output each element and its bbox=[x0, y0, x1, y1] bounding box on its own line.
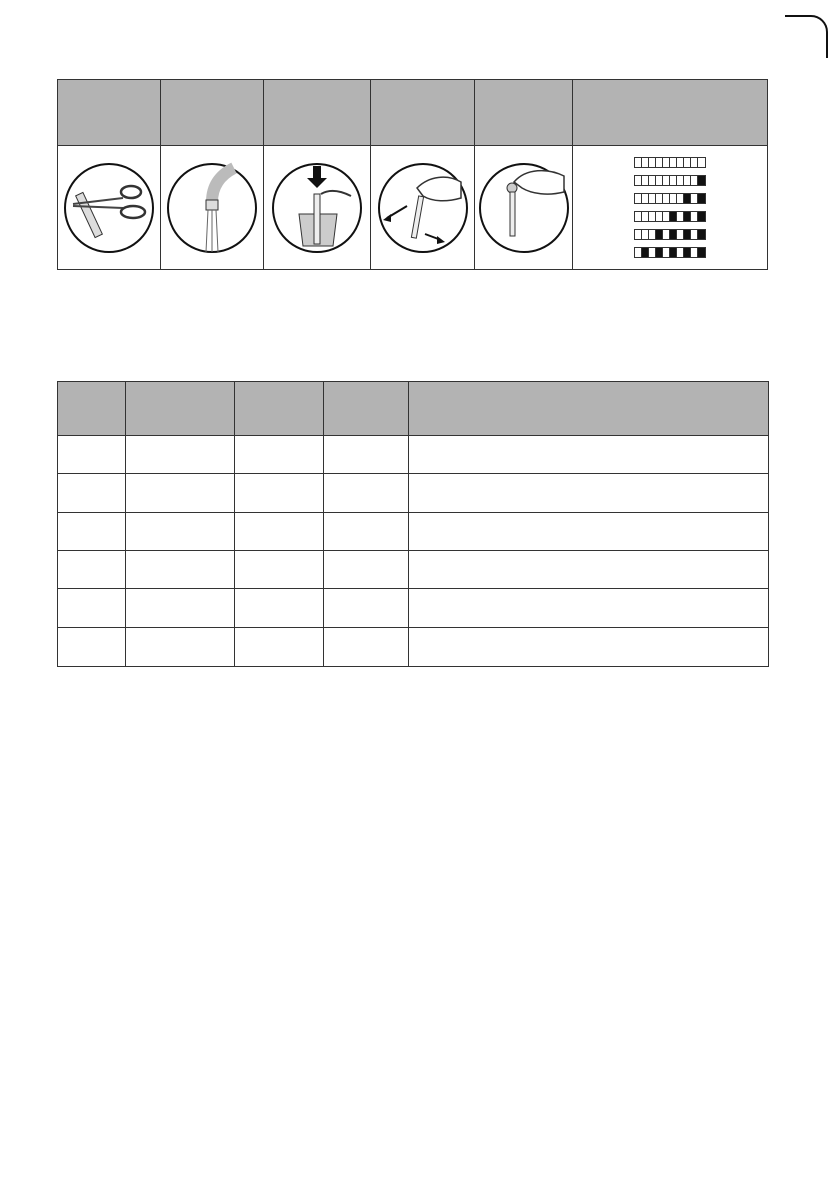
results-cell bbox=[409, 513, 768, 551]
step-cell-6 bbox=[573, 146, 767, 269]
results-header-cell bbox=[235, 382, 324, 436]
color-scale-square bbox=[677, 212, 684, 221]
results-cell bbox=[235, 436, 324, 474]
color-scale-square bbox=[684, 194, 691, 203]
results-cell bbox=[58, 474, 126, 512]
results-header-cell bbox=[409, 382, 768, 436]
color-scale-square bbox=[663, 212, 670, 221]
color-scale-square bbox=[649, 248, 656, 257]
color-scale-square bbox=[691, 230, 698, 239]
page-corner-mark bbox=[785, 14, 829, 58]
color-scale-square bbox=[698, 230, 705, 239]
color-scale-square bbox=[670, 230, 677, 239]
results-cell bbox=[324, 589, 409, 627]
results-cell bbox=[58, 513, 126, 551]
color-scale-square bbox=[663, 194, 670, 203]
results-cell bbox=[235, 589, 324, 627]
color-scale-row bbox=[634, 211, 706, 222]
color-scale-square bbox=[698, 212, 705, 221]
results-cell bbox=[58, 551, 126, 589]
results-cell bbox=[235, 551, 324, 589]
results-cell bbox=[324, 474, 409, 512]
results-cell bbox=[235, 513, 324, 551]
color-scale-square bbox=[642, 248, 649, 257]
results-cell bbox=[324, 436, 409, 474]
results-cell bbox=[235, 474, 324, 512]
step-header-4 bbox=[371, 80, 475, 146]
color-scale-square bbox=[649, 176, 656, 185]
results-cell bbox=[58, 436, 126, 474]
color-scale-square bbox=[656, 248, 663, 257]
color-scale-square bbox=[642, 176, 649, 185]
color-scale-square bbox=[649, 158, 656, 167]
color-scale-row bbox=[634, 229, 706, 240]
color-scale-square bbox=[691, 212, 698, 221]
color-scale-square bbox=[677, 176, 684, 185]
color-scale-square bbox=[656, 194, 663, 203]
color-scale-row bbox=[634, 193, 706, 204]
color-scale-square bbox=[649, 230, 656, 239]
color-scale-icon bbox=[634, 157, 706, 258]
results-cell bbox=[58, 628, 126, 666]
step-cell-4 bbox=[371, 146, 475, 269]
color-scale-square bbox=[635, 194, 642, 203]
color-scale-square bbox=[691, 176, 698, 185]
step-header-2 bbox=[161, 80, 264, 146]
color-scale-square bbox=[670, 176, 677, 185]
results-table bbox=[57, 381, 769, 667]
color-scale-square bbox=[684, 212, 691, 221]
results-cell bbox=[324, 628, 409, 666]
results-cell bbox=[409, 436, 768, 474]
results-cell bbox=[126, 513, 235, 551]
color-scale-square bbox=[642, 194, 649, 203]
color-scale-square bbox=[691, 248, 698, 257]
shake-strip-icon bbox=[377, 162, 469, 254]
color-scale-square bbox=[677, 248, 684, 257]
step-cell-5 bbox=[475, 146, 573, 269]
results-cell bbox=[126, 589, 235, 627]
color-scale-square bbox=[656, 176, 663, 185]
color-scale-square bbox=[663, 158, 670, 167]
step-cell-3 bbox=[264, 146, 371, 269]
results-header-cell bbox=[126, 382, 235, 436]
color-scale-square bbox=[656, 158, 663, 167]
results-cell bbox=[235, 628, 324, 666]
color-scale-square bbox=[635, 248, 642, 257]
results-cell bbox=[324, 551, 409, 589]
results-cell bbox=[409, 551, 768, 589]
results-header-cell bbox=[324, 382, 409, 436]
color-scale-square bbox=[656, 212, 663, 221]
results-cell bbox=[409, 589, 768, 627]
color-scale-square bbox=[635, 212, 642, 221]
scissors-strip-icon bbox=[63, 162, 155, 254]
color-scale-row bbox=[634, 175, 706, 186]
color-scale-square bbox=[691, 194, 698, 203]
color-scale-square bbox=[642, 230, 649, 239]
color-scale-square bbox=[698, 248, 705, 257]
color-scale-square bbox=[698, 158, 705, 167]
step-cell-2 bbox=[161, 146, 264, 269]
color-scale-square bbox=[649, 194, 656, 203]
dip-strip-icon bbox=[271, 162, 363, 254]
water-tap-icon bbox=[166, 162, 258, 254]
color-scale-square bbox=[677, 158, 684, 167]
color-scale-square bbox=[670, 158, 677, 167]
color-scale-row bbox=[634, 247, 706, 258]
step-cell-1 bbox=[58, 146, 161, 269]
color-scale-square bbox=[684, 248, 691, 257]
step-header-6 bbox=[573, 80, 767, 146]
results-cell bbox=[126, 551, 235, 589]
results-cell bbox=[324, 513, 409, 551]
color-scale-square bbox=[670, 194, 677, 203]
color-scale-square bbox=[684, 176, 691, 185]
color-scale-row bbox=[634, 157, 706, 168]
color-scale-square bbox=[663, 248, 670, 257]
color-scale-square bbox=[635, 230, 642, 239]
results-cell bbox=[58, 589, 126, 627]
color-scale-square bbox=[670, 212, 677, 221]
color-scale-square bbox=[684, 158, 691, 167]
results-cell bbox=[409, 628, 768, 666]
color-scale-square bbox=[663, 230, 670, 239]
color-scale-square bbox=[635, 158, 642, 167]
wait-strip-icon bbox=[478, 162, 570, 254]
procedure-table bbox=[57, 79, 768, 270]
results-cell bbox=[126, 436, 235, 474]
color-scale-square bbox=[684, 230, 691, 239]
color-scale-square bbox=[677, 230, 684, 239]
step-header-3 bbox=[264, 80, 371, 146]
results-cell bbox=[126, 474, 235, 512]
color-scale-square bbox=[656, 230, 663, 239]
step-header-5 bbox=[475, 80, 573, 146]
results-cell bbox=[409, 474, 768, 512]
color-scale-square bbox=[642, 212, 649, 221]
step-header-1 bbox=[58, 80, 161, 146]
color-scale-square bbox=[642, 158, 649, 167]
color-scale-square bbox=[691, 158, 698, 167]
results-header-cell bbox=[58, 382, 126, 436]
color-scale-square bbox=[635, 176, 642, 185]
color-scale-square bbox=[649, 212, 656, 221]
color-scale-square bbox=[670, 248, 677, 257]
results-cell bbox=[126, 628, 235, 666]
color-scale-square bbox=[663, 176, 670, 185]
color-scale-square bbox=[698, 176, 705, 185]
color-scale-square bbox=[698, 194, 705, 203]
color-scale-square bbox=[677, 194, 684, 203]
